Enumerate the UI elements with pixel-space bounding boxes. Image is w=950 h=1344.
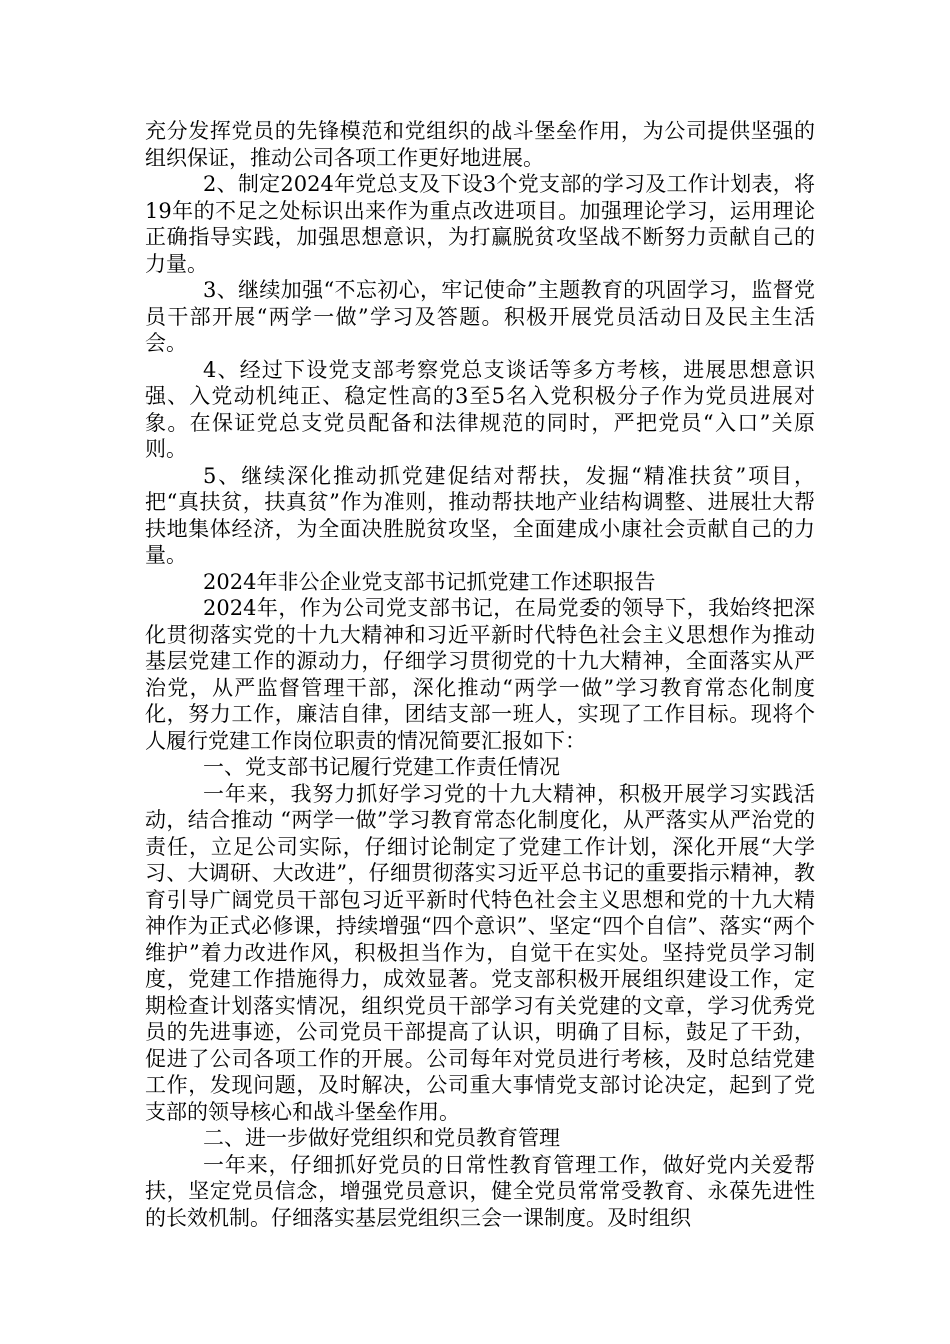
- paragraph-intro: 2024年，作为公司党支部书记，在局党委的领导下，我始终把深化贯彻落实党的十九大精神和习近平新时代特色社会主义思想作为推动基层党建工作的源动力，仔细学习贯彻党的十九大精神，全面落实从严治党，从严监督管理干部，深化推动“两学一做”学习教育常态化制度化，努力工作，廉洁自律，团结支部一班人，实现了工作目标。现将个人履行党建工作岗位职责的情况简要汇报如下：: [145, 596, 815, 753]
- report-title: 2024年非公企业党支部书记抓党建工作述职报告: [203, 569, 656, 594]
- document-page: [145, 118, 815, 1231]
- section-heading-2: 二、进一步做好党组织和党员教育管理: [203, 1126, 560, 1150]
- section-2-body: 一年来，仔细抓好党员的日常性教育管理工作，做好党内关爱帮扶，坚定党员信念，增强党员意识，健全党员常常受教育、永葆先进性的长效机制。仔细落实基层党组织三会一课制度。及时组织: [145, 1152, 815, 1230]
- section-1-body: 一年来，我努力抓好学习党的十九大精神，积极开展学习实践活动，结合推动 “两学一做”学习教育常态化制度化，从严落实从严治党的责任，立足公司实际，仔细讨论制定了党建工作计划，深化开展“大学习、大调研、大改进”，仔细贯彻落实习近平总书记的重要指示精神，教育引导广阔党员干部包习近平新时代特色社会主义思想和党的十九大精神作为正式必修课，持续增强“四个意识”、坚定“四个自信”、落实“两个维护”着力改进作风，积极担当作为，自觉干在实处。坚持党员学习制度，党建工作措施得力，成效显著。党支部积极开展组织建设工作，定期检查计划落实情况，组织党员干部学习有关党建的文章，学习优秀党员的先进事迹，公司党员干部提高了认识，明确了目标，鼓足了干劲，促进了公司各项工作的开展。公司每年对党员进行考核，及时总结党建工作，发现问题，及时解决，公司重大事情党支部讨论决定，起到了党支部的领导核心和战斗堡垒作用。: [145, 781, 815, 1124]
- paragraph-4: 4、经过下设党支部考察党总支谈话等多方考核，进展思想意识强、入党动机纯正、稳定性高的3至5名入党积极分子作为党员进展对象。在保证党总支党员配备和法律规范的同时，严把党员“入口”关原则。: [145, 357, 815, 461]
- paragraph-2: 2、制定2024年党总支及下设3个党支部的学习及工作计划表，将19年的不足之处标识出来作为重点改进项目。加强理论学习，运用理论正确指导实践，加强思想意识，为打赢脱贫攻坚战不断努力贡献自己的力量。: [145, 172, 815, 276]
- paragraph-5: 5、继续深化推动抓党建促结对帮扶，发掘“精准扶贫”项目，把“真扶贫，扶真贫”作为准则，推动帮扶地产业结构调整、进展壮大帮扶地集体经济，为全面决胜脱贫攻坚，全面建成小康社会贡献自己的力量。: [145, 463, 815, 567]
- section-heading-1: 一、党支部书记履行党建工作责任情况: [203, 755, 560, 779]
- paragraph-1: 充分发挥党员的先锋模范和党组织的战斗堡垒作用，为公司提供坚强的组织保证，推动公司各项工作更好地进展。: [145, 119, 815, 170]
- paragraph-3: 3、继续加强“不忘初心，牢记使命”主题教育的巩固学习，监督党员干部开展“两学一做”学习及答题。积极开展党员活动日及民主生活会。: [145, 278, 815, 355]
